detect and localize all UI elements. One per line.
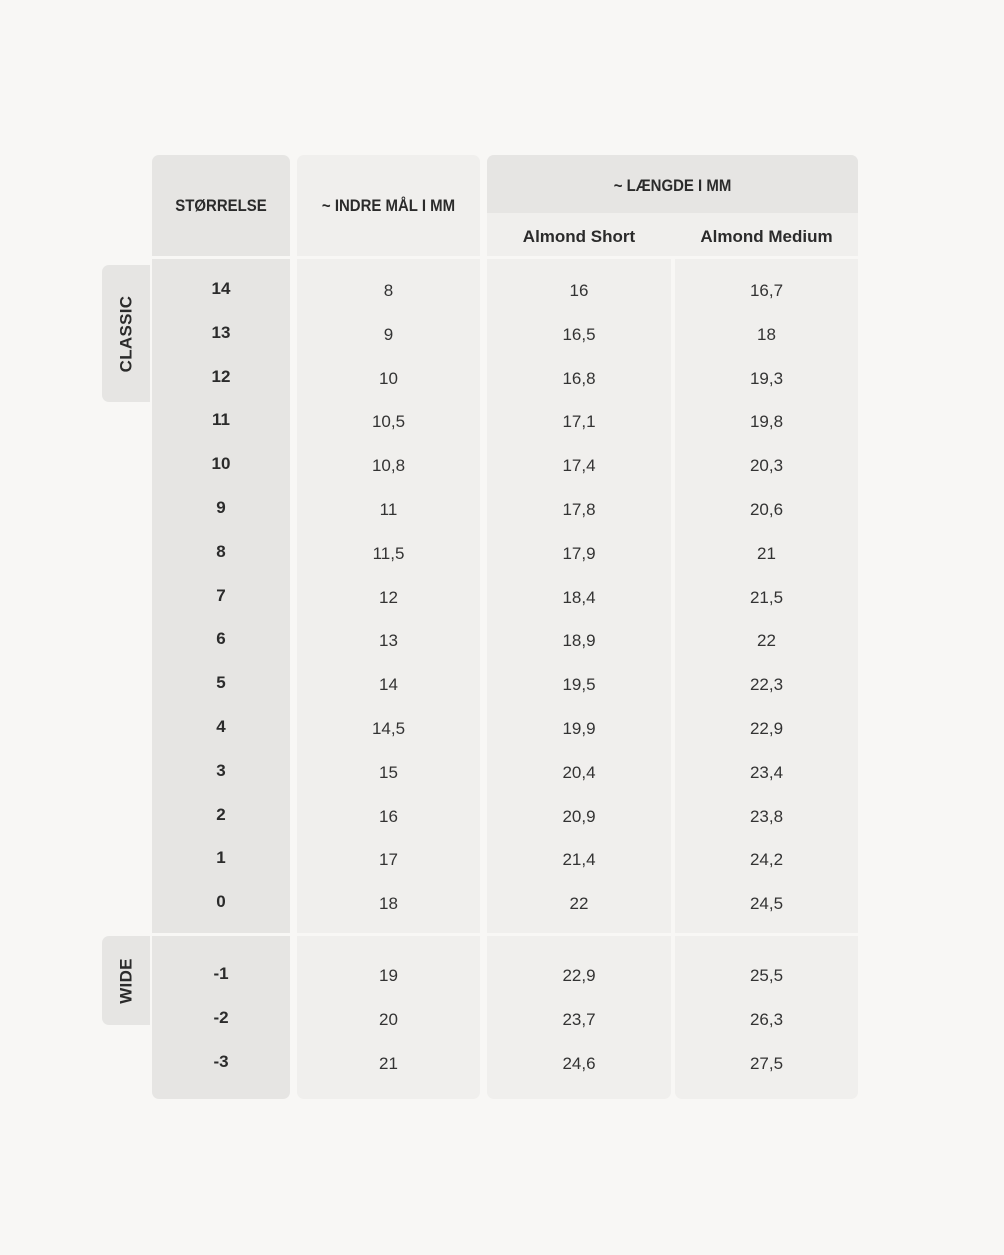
inner-measure-cell: 14: [379, 675, 398, 695]
size-cell: 3: [216, 760, 226, 780]
inner-measure-cell: 8: [383, 281, 394, 300]
classic-label: CLASSIC: [116, 295, 136, 373]
table-row: [152, 269, 858, 313]
inner-measure-cell: 10: [379, 368, 398, 388]
inner-measure-cell: 21: [379, 1053, 398, 1073]
size-cell: 8: [216, 541, 226, 561]
size-cell: 13: [211, 322, 231, 342]
almond-short-cell: 20,4: [562, 762, 596, 782]
inner-measure-cell: 11: [379, 500, 398, 519]
size-cell: 12: [211, 366, 231, 386]
size-cell: 10: [211, 454, 231, 474]
size-cell: 0: [216, 892, 226, 912]
table-row: [152, 532, 858, 576]
table-row: [152, 576, 858, 620]
inner-measure-header: ~ INDRE MÅL I MM: [321, 195, 456, 215]
inner-measure-cell: 9: [383, 324, 394, 344]
inner-measure-cell: 10,8: [371, 456, 406, 476]
almond-medium-cell: 22,9: [749, 719, 784, 738]
table-row: [152, 751, 858, 795]
size-header: STØRRELSE: [175, 195, 267, 215]
inner-measure-cell: 13: [379, 631, 398, 651]
almond-medium-cell: 25,5: [749, 966, 784, 985]
size-cell: -1: [213, 964, 229, 983]
classic-tab: [102, 265, 150, 402]
table-row: [152, 954, 858, 998]
almond-medium-cell: 22,3: [749, 675, 784, 695]
almond-short-cell: 17,9: [562, 543, 596, 563]
almond-medium-cell: 23,8: [749, 806, 784, 826]
inner-measure-cell: 20: [379, 1009, 398, 1029]
inner-measure-cell: 17: [379, 850, 398, 870]
inner-measure-cell: 16: [379, 806, 398, 826]
almond-medium-cell: 26,3: [749, 1009, 784, 1029]
table-row: [152, 619, 858, 663]
almond-medium-cell: 20,6: [749, 500, 784, 519]
almond-medium-cell: 24,2: [749, 850, 784, 870]
length-group-header: ~ LÆNGDE I MM: [613, 175, 732, 195]
size-cell: 6: [216, 629, 226, 649]
size-cell: 5: [216, 673, 226, 693]
almond-short-cell: 18,4: [562, 587, 596, 607]
almond-short-cell: 18,9: [562, 631, 596, 651]
almond-medium-cell: 27,5: [749, 1053, 784, 1073]
size-cell: 2: [216, 804, 226, 824]
group-divider: [152, 933, 858, 936]
almond-short-cell: 22: [569, 894, 589, 914]
table-row: [152, 488, 858, 532]
inner-measure-cell: 15: [379, 762, 398, 782]
inner-measure-cell: 19: [379, 966, 398, 985]
almond-short-cell: 19,9: [562, 719, 596, 738]
size-cell: -2: [213, 1007, 229, 1027]
almond-medium-cell: 24,5: [749, 894, 784, 914]
table-row: [152, 998, 858, 1042]
almond-medium-cell: 23,4: [749, 762, 784, 782]
almond-medium-cell: 20,3: [749, 456, 784, 476]
table-row: [152, 1042, 858, 1086]
table-row: [152, 707, 858, 751]
almond-short-cell: 22,9: [562, 966, 596, 985]
almond-short-cell: 20,9: [562, 806, 596, 826]
almond-medium-cell: 16,7: [749, 281, 784, 300]
wide-tab: [102, 936, 150, 1025]
inner-measure-cell: 18: [379, 894, 398, 914]
table-row: [152, 838, 858, 882]
almond-medium-cell: 21,5: [749, 587, 784, 607]
table-row: [152, 444, 858, 488]
almond-medium-header: Almond Medium: [700, 227, 833, 246]
table-row: [152, 795, 858, 839]
almond-short-cell: 17,1: [562, 412, 596, 432]
table-row: [152, 663, 858, 707]
size-cell: 11: [212, 410, 230, 430]
size-cell: 4: [216, 717, 226, 736]
almond-medium-cell: 22: [757, 631, 776, 651]
table-row: [152, 882, 858, 926]
almond-short-cell: 24,6: [562, 1053, 596, 1073]
almond-short-cell: 19,5: [562, 675, 596, 695]
almond-short-cell: 16,5: [562, 324, 596, 344]
almond-medium-cell: 19,3: [749, 368, 784, 388]
inner-measure-cell: 12: [379, 587, 398, 607]
table-row: [152, 357, 858, 401]
almond-short-cell: 16: [569, 281, 589, 300]
table-row: [152, 313, 858, 357]
wide-label: WIDE: [116, 958, 136, 1004]
size-cell: 14: [211, 279, 231, 298]
almond-medium-cell: 19,8: [749, 412, 784, 432]
almond-medium-cell: 18: [757, 324, 776, 344]
size-cell: 9: [216, 498, 226, 517]
table-row: [152, 400, 858, 444]
inner-measure-cell: 10,5: [371, 412, 406, 432]
almond-medium-cell: 21: [757, 543, 776, 563]
almond-short-header: Almond Short: [522, 227, 636, 246]
almond-short-cell: 21,4: [562, 850, 596, 870]
inner-measure-cell: 11,5: [372, 543, 405, 563]
almond-short-cell: 16,8: [562, 368, 596, 388]
almond-short-cell: 23,7: [562, 1009, 596, 1029]
size-cell: 1: [216, 848, 226, 868]
size-cell: -3: [213, 1051, 229, 1071]
inner-measure-cell: 14,5: [371, 719, 406, 738]
size-cell: 7: [216, 585, 226, 605]
almond-short-cell: 17,4: [562, 456, 596, 476]
almond-short-cell: 17,8: [562, 500, 596, 519]
